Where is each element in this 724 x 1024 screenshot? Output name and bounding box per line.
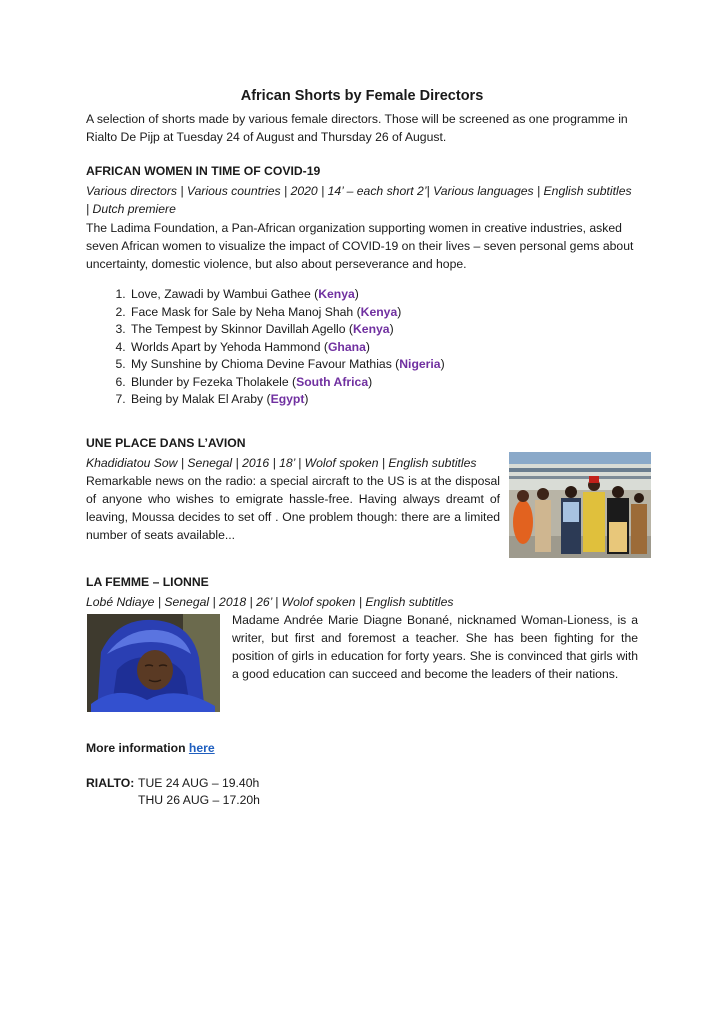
venue-label: RIALTO: [86, 776, 135, 790]
intro-text: A selection of shorts made by various female directors. Those will be screened as one programme in Rialto De Pijp at Tuesday 24 of August and Thursday 26 of August. [86, 112, 628, 144]
page-title: African Shorts by Female Directors [240, 88, 484, 104]
more-information-link[interactable]: here [188, 741, 215, 755]
section2-description: Remarkable news on the radio: a special aircraft to the US is at the disposal of anyone who wishes to emigrate hassle-free. Having always dreamt of leaving, Moussa decides to set off . One problem though: there are a limited number of seats available... [86, 474, 500, 542]
section3-heading: LA FEMME – LIONNE [86, 575, 209, 589]
film-list [86, 286, 629, 409]
section1-meta: Various directors | Various countries | 2020 | 14’ – each short 2’| Various languages | English subtitles | Dutch premiere [86, 184, 632, 216]
screenings [86, 775, 386, 809]
section3-description: Madame Andrée Marie Diagne Bonané, nicknamed Woman-Lioness, is a writer, but first and foremost a teacher. She has been fighting for the position of girls in education for forty years. She is convinced that girls with a good education can succeed and become the leaders of their nations. [232, 613, 638, 681]
section2-meta: Khadidiatou Sow | Senegal | 2016 | 18’ | Wolof spoken | English subtitles [86, 456, 477, 470]
list-item: 4. Worlds Apart by Yehoda Hammond (Ghana) [129, 339, 629, 357]
woman-lioness-photo [87, 614, 220, 712]
list-item: 5. My Sunshine by Chioma Devine Favour Mathias (Nigeria) [129, 356, 629, 374]
more-information [86, 741, 215, 755]
list-item: 1. Love, Zawadi by Wambui Gathee (Kenya) [129, 286, 629, 304]
more-information-label: More information [86, 741, 189, 755]
list-item: 7. Being by Malak El Araby (Egypt) [129, 391, 629, 409]
airport-photo [509, 452, 651, 558]
list-item: 6. Blunder by Fezeka Tholakele (South Africa) [129, 374, 629, 392]
screening-date: THU 26 AUG – 17.20h [138, 793, 260, 807]
list-item: 3. The Tempest by Skinnor Davillah Agello (Kenya) [129, 321, 629, 339]
list-item: 2. Face Mask for Sale by Neha Manoj Shah (Kenya) [129, 304, 629, 322]
screening-date: TUE 24 AUG – 19.40h [138, 776, 260, 790]
section1-description: The Ladima Foundation, a Pan-African organization supporting women in creative industries, asked seven African women to visualize the impact of COVID-19 on their lives – seven personal gems about uncertainty, domestic violence, but also about perseverance and hope. [86, 221, 634, 271]
section2-heading: UNE PLACE DANS L’AVION [86, 436, 246, 450]
section3-meta: Lobé Ndiaye | Senegal | 2018 | 26’ | Wolof spoken | English subtitles [86, 595, 454, 609]
section1-heading: AFRICAN WOMEN IN TIME OF COVID-19 [86, 164, 321, 178]
